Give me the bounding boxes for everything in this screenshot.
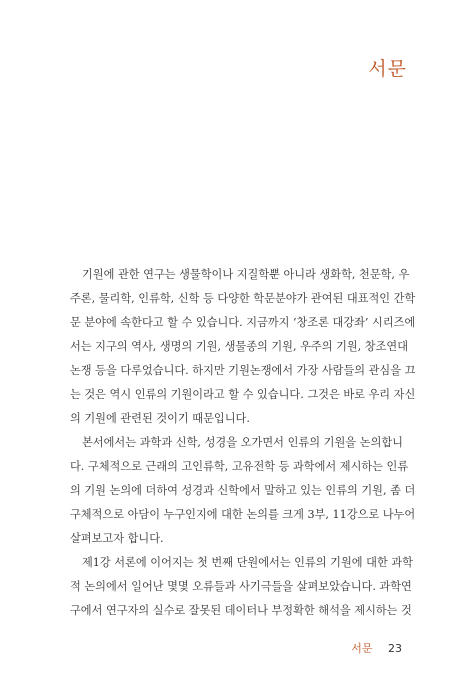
- paragraph-line: 구체적으로 아담이 누구인지에 대한 논의를 크게 3부, 11강으로 나누어: [70, 508, 416, 521]
- paragraph-line: 문 분야에 속한다고 할 수 있습니다. 지금까지 ‘창조론 대강좌’ 시리즈에: [70, 316, 416, 329]
- paragraph-line: 서는 지구의 역사, 생명의 기원, 생물종의 기원, 우주의 기원, 창조연대: [70, 340, 409, 353]
- paragraph-line: 본서에서는 과학과 신학, 성경을 오가면서 인류의 기원을 논의합니: [82, 436, 403, 449]
- paragraph-line: 살펴보고자 합니다.: [70, 532, 164, 545]
- paragraph-line: 기원에 관한 연구는 생물학이나 지질학뿐 아니라 생화학, 천문학, 우: [82, 268, 410, 281]
- paragraph-line: 의 기원 논의에 더하여 성경과 신학에서 말하고 있는 인류의 기원, 좀 더: [70, 484, 416, 497]
- page-number: 23: [388, 642, 402, 655]
- paragraph-line: 구에서 연구자의 실수로 잘못된 데이터나 부정확한 해석을 제시하는 것: [70, 604, 412, 617]
- body-text: [70, 263, 416, 623]
- page-footer: [351, 640, 402, 656]
- paragraph-line: 의 기원에 관련된 것이기 때문입니다.: [70, 412, 250, 425]
- paragraph-line: 주론, 물리학, 인류학, 신학 등 다양한 학문분야가 관여된 대표적인 간학: [70, 292, 416, 305]
- paragraph-line: 제1강 서론에 이어지는 첫 번째 단원에서는 인류의 기원에 대한 과학: [82, 556, 413, 569]
- chapter-title: 서문: [368, 58, 407, 80]
- paragraph-line: 논쟁 등을 다루었습니다. 하지만 기원논쟁에서 가장 사람들의 관심을 끄: [70, 364, 416, 377]
- paragraph-line: 는 것은 역시 인류의 기원이라고 할 수 있습니다. 그것은 바로 우리 자신: [70, 388, 416, 401]
- paragraph-line: 다. 구체적으로 근래의 고인류학, 고유전학 등 과학에서 제시하는 인류: [70, 460, 409, 473]
- paragraph-line: 적 논의에서 일어난 몇몇 오류들과 사기극들을 살펴보았습니다. 과학연: [70, 580, 412, 593]
- footer-section-label: 서문: [351, 642, 373, 655]
